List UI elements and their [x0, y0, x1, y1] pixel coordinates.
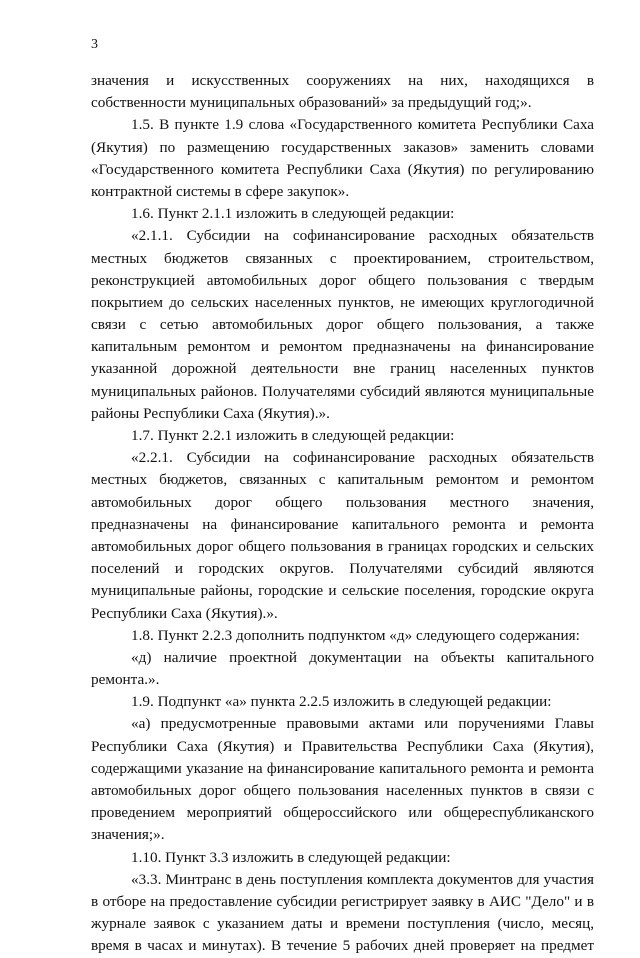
text-line: «3.3. Минтранс в день поступления комплекта документов для участия [131, 870, 594, 888]
text-line: Республики Саха (Якутия).». [91, 604, 278, 622]
text-line: 1.6. Пункт 2.1.1 изложить в следующей редакции: [131, 205, 455, 223]
text-line: журнале заявок с указанием даты и времени поступления (число, месяц, [91, 915, 594, 933]
text-line: 1.5. В пункте 1.9 слова «Государственного комитета Республики Саха [131, 116, 594, 134]
text-line: содержащими указание на финансирование капитального ремонта и ремонта [91, 759, 594, 777]
text-line: 1.7. Пункт 2.2.1 изложить в следующей редакции: [131, 427, 455, 444]
text-line: «Государственного комитета Республики Саха (Якутия) по регулированию [91, 160, 594, 178]
text-line: собственности муниципальных образований» за предыдущий год;». [91, 94, 532, 112]
text-line: капитальным ремонтом и ремонтом предназначены на финансирование [91, 338, 594, 356]
text-line: предназначены на финансирование капитального ремонта и ремонта [91, 515, 594, 533]
text-line: муниципальные районы, городские и сельские поселения, городские округа [91, 582, 594, 600]
text-line: (Якутия) по размещению государственных заказов» заменить словами [91, 138, 594, 156]
text-line: значения;». [91, 826, 165, 844]
text-line: поселений и городских округов. Получателями субсидий являются [91, 560, 594, 578]
page-number: 3 [91, 37, 98, 52]
text-line: 1.10. Пункт 3.3 изложить в следующей редакции: [131, 848, 451, 866]
text-line: местных бюджетов, связанных с капитальным ремонтом и ремонтом [91, 471, 594, 489]
text-line: значения и искусственных сооружениях на них, находящихся в [91, 72, 594, 89]
text-line: покрытием до сельских населенных пунктов, не имеющих круглогодичной [91, 293, 594, 311]
text-line: «а) предусмотренные правовыми актами или поручениями Главы [131, 715, 594, 733]
text-line: «2.2.1. Субсидии на софинансирование расходных обязательств [131, 449, 594, 467]
text-line: «2.1.1. Субсидии на софинансирование расходных обязательств [131, 227, 594, 245]
text-line: время в часах и минутах). В течение 5 рабочих дней проверяет на предмет [91, 937, 594, 955]
text-line: автомобильных дорог общего пользования в границах городских и сельских [91, 537, 594, 555]
text-line: проведением мероприятий общероссийского или общереспубликанского [91, 804, 594, 822]
text-line: контрактной системы в сфере закупок». [91, 182, 350, 200]
text-line: автомобильных дорог общего пользования местного значения, [91, 493, 594, 511]
text-line: «д) наличие проектной документации на объекты капитального [131, 648, 594, 666]
document-body [91, 70, 594, 958]
text-line: районы Республики Саха (Якутия).». [91, 404, 330, 422]
text-line: автомобильных дорог общего пользования населенных пунктов в связи с [91, 782, 594, 799]
text-line: местных бюджетов связанных с проектированием, строительством, [91, 249, 594, 267]
text-line: 1.9. Подпункт «а» пункта 2.2.5 изложить в следующей редакции: [131, 693, 552, 711]
text-line: ремонта.». [91, 671, 160, 689]
text-line: муниципальных районов. Получателями субсидий являются муниципальные [91, 382, 594, 400]
text-line: в отборе на предоставление субсидии регистрирует заявку в АИС "Дело" и в [91, 892, 594, 910]
text-line: 1.8. Пункт 2.2.3 дополнить подпунктом «д» следующего содержания: [131, 626, 580, 644]
text-line: реконструкцией автомобильных дорог общего пользования с твердым [91, 271, 594, 289]
text-line: указанной дорожной деятельности вне границ населенных пунктов [91, 360, 594, 378]
text-line: Республики Саха (Якутия) и Правительства Республики Саха (Якутия), [91, 737, 594, 755]
text-line: связи с сетью автомобильных дорог общего пользования, а также [91, 316, 594, 334]
